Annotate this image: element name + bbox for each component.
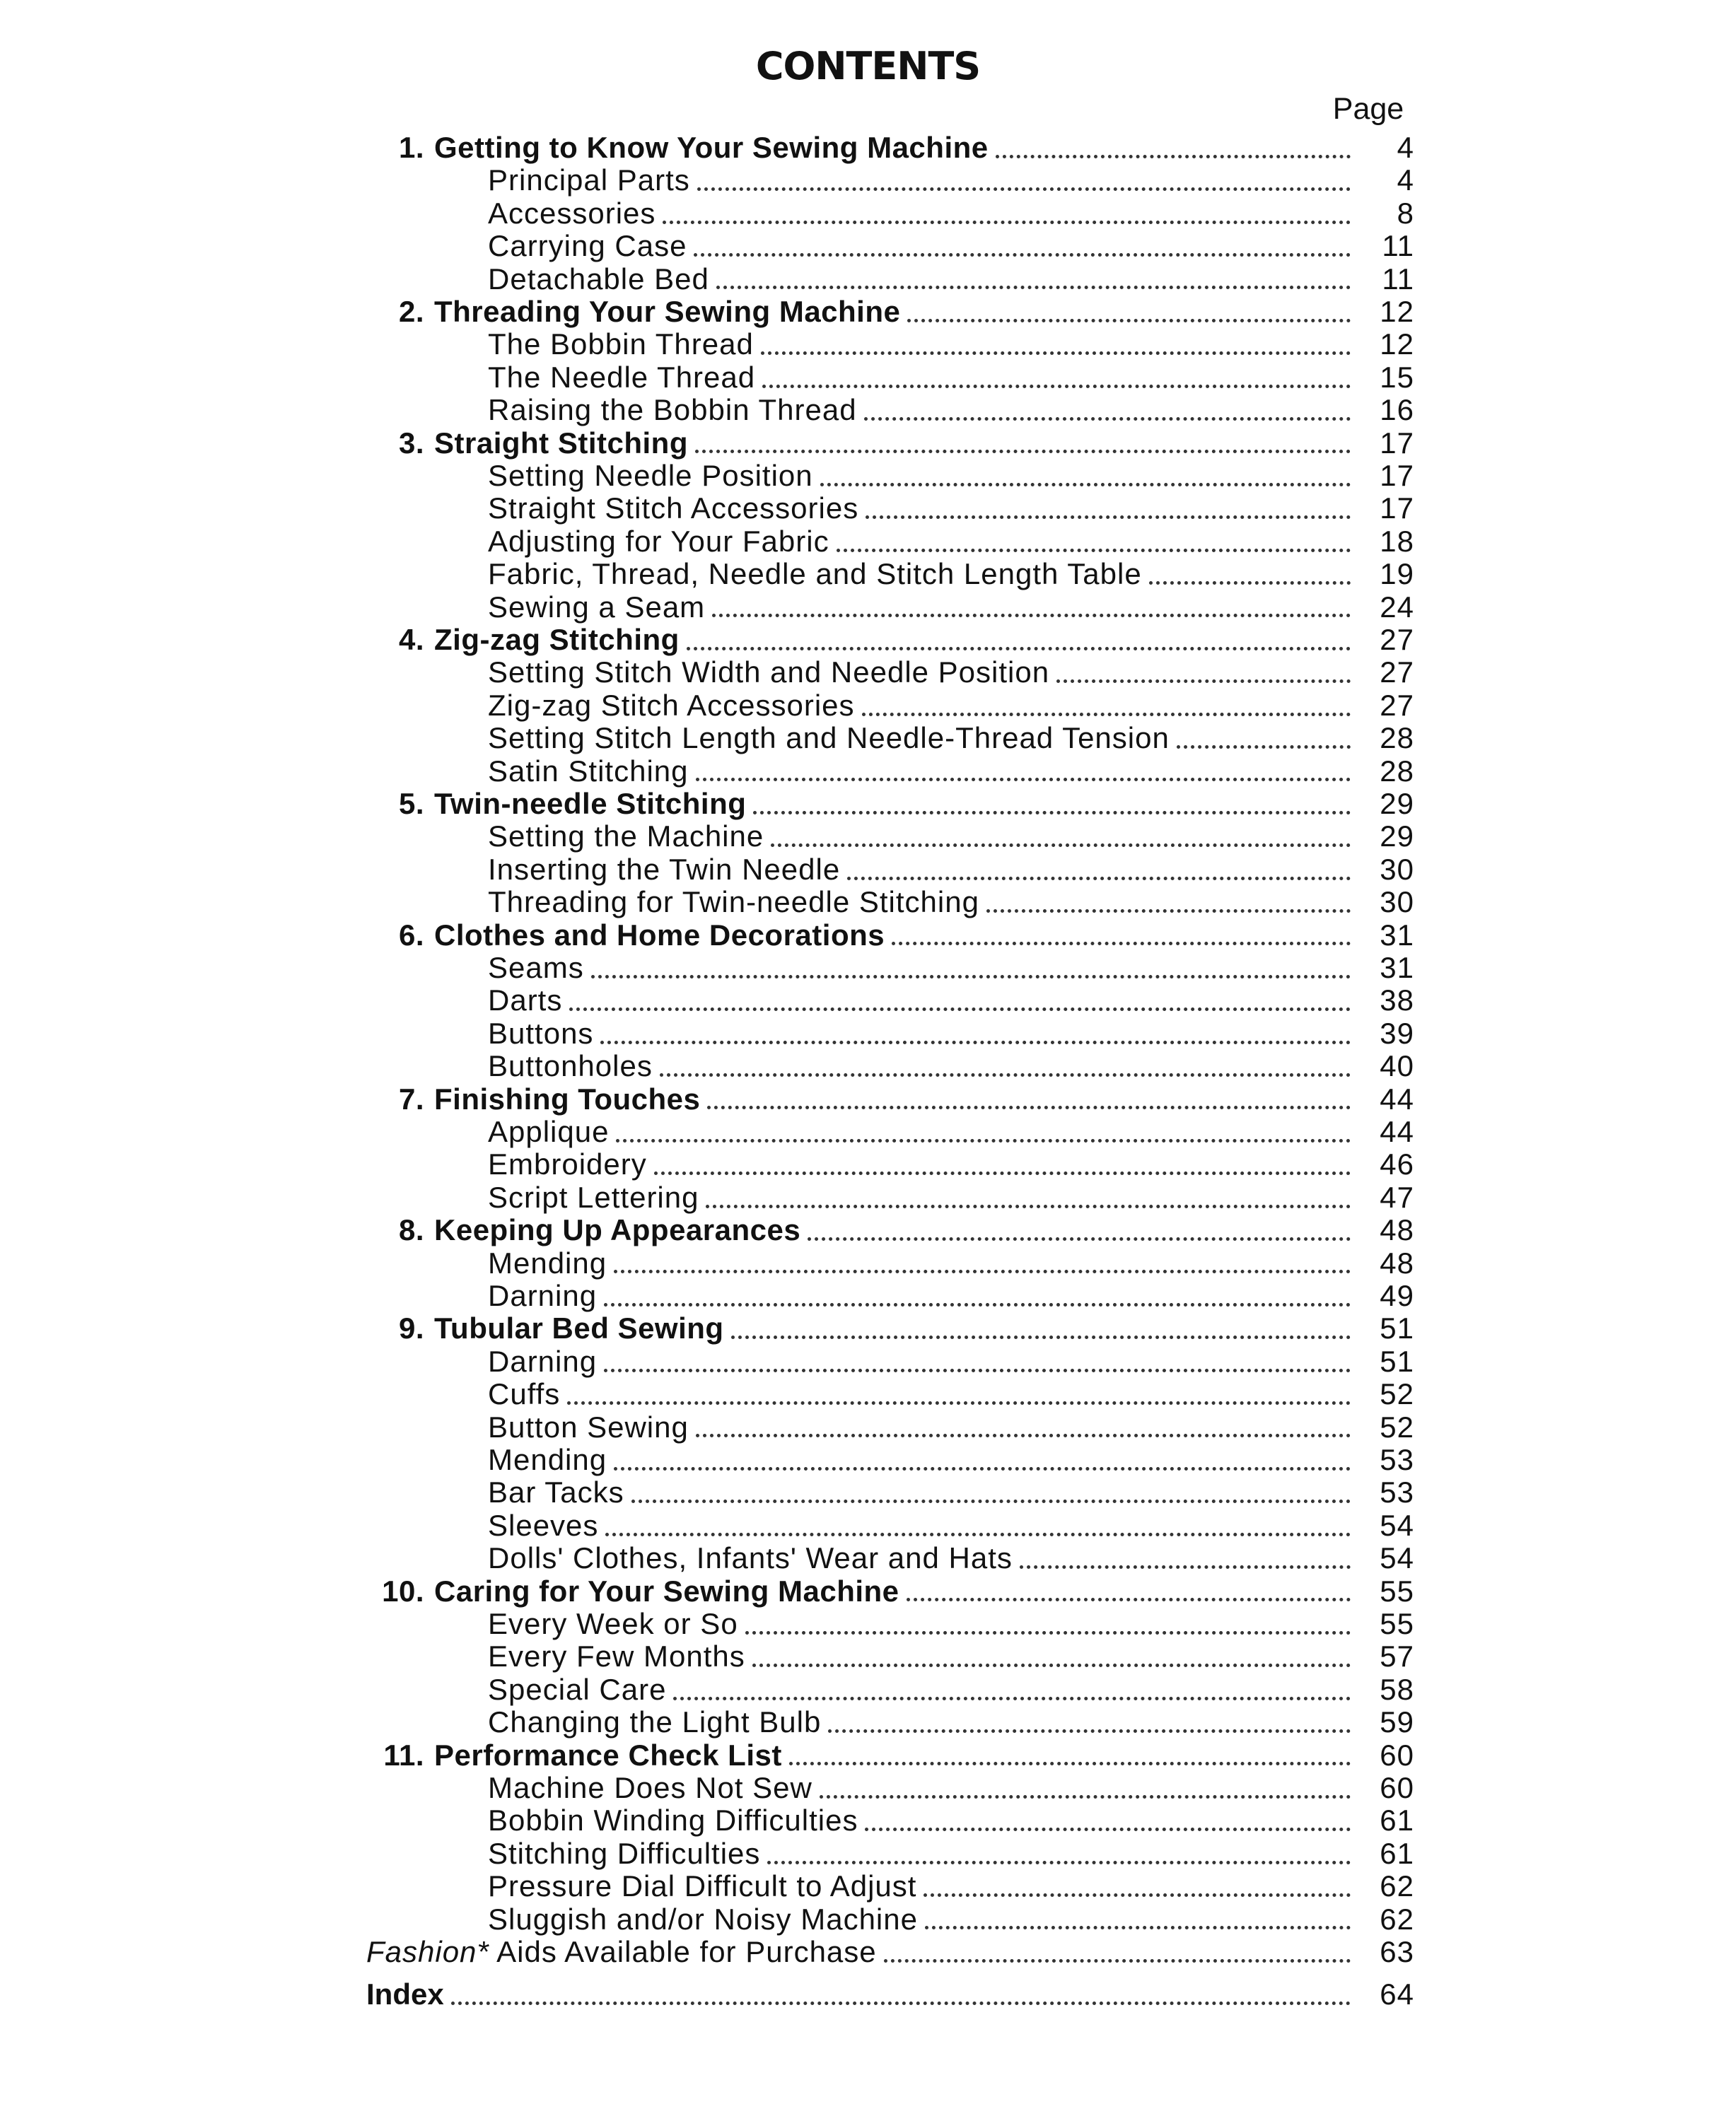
entry-title: Every Week or So bbox=[488, 1607, 738, 1640]
page-number: 62 bbox=[1380, 1902, 1414, 1936]
page-number: 38 bbox=[1380, 983, 1414, 1017]
page-number: 29 bbox=[1380, 787, 1414, 820]
page-column-header: Page bbox=[1332, 92, 1404, 126]
toc-entry-row bbox=[488, 1280, 1414, 1313]
toc-entry-row bbox=[488, 1608, 1414, 1641]
page-number: 4 bbox=[1397, 131, 1414, 164]
dot-leader bbox=[828, 1729, 1351, 1733]
chapter-title: Performance Check List bbox=[434, 1738, 782, 1772]
entry-title: Stitching Difficulties bbox=[488, 1836, 761, 1870]
dot-leader bbox=[591, 975, 1351, 978]
page-number: 58 bbox=[1380, 1672, 1414, 1706]
page-number: 51 bbox=[1380, 1311, 1414, 1345]
entry-title bbox=[366, 1936, 877, 1969]
toc-entry-row bbox=[488, 197, 1414, 230]
toc-entry-row bbox=[488, 722, 1414, 755]
page-number: 54 bbox=[1380, 1541, 1414, 1575]
dot-leader bbox=[925, 1926, 1351, 1929]
toc-entry-row bbox=[488, 1673, 1414, 1707]
page-number: 31 bbox=[1380, 951, 1414, 984]
chapter-title: Zig-zag Stitching bbox=[434, 623, 680, 656]
entry-title: Zig-zag Stitch Accessories bbox=[488, 688, 855, 722]
entry-title: Inserting the Twin Needle bbox=[488, 852, 841, 886]
toc-entry-row bbox=[488, 525, 1414, 559]
dot-leader bbox=[1020, 1565, 1351, 1569]
toc-entry-row bbox=[488, 1837, 1414, 1871]
page-number: 61 bbox=[1380, 1804, 1414, 1837]
page-number: 28 bbox=[1380, 721, 1414, 755]
entry-title: Machine Does Not Sew bbox=[488, 1771, 812, 1804]
page-number: 12 bbox=[1380, 327, 1414, 361]
entry-title: Darning bbox=[488, 1344, 598, 1378]
toc-entry-row bbox=[488, 952, 1414, 985]
page-number: 11 bbox=[1382, 229, 1414, 263]
page-number: 44 bbox=[1380, 1115, 1414, 1148]
page-number: 17 bbox=[1380, 426, 1414, 460]
chapter-number: 8. bbox=[398, 1213, 424, 1247]
dot-leader bbox=[696, 1434, 1351, 1437]
entry-title: Setting Stitch Width and Needle Position bbox=[488, 655, 1050, 689]
dot-leader bbox=[663, 221, 1351, 224]
page-number: 55 bbox=[1380, 1574, 1414, 1608]
page-number: 48 bbox=[1380, 1213, 1414, 1247]
page-number: 60 bbox=[1380, 1771, 1414, 1804]
dot-leader bbox=[1177, 745, 1351, 749]
page-number: 27 bbox=[1380, 655, 1414, 689]
dot-leader bbox=[1149, 581, 1351, 585]
dot-leader bbox=[605, 1533, 1351, 1536]
toc-entry-row bbox=[488, 1772, 1414, 1805]
dot-leader bbox=[847, 877, 1351, 880]
chapter-number: 2. bbox=[398, 295, 424, 328]
toc-entry-row bbox=[488, 656, 1414, 689]
page-number: 52 bbox=[1380, 1410, 1414, 1444]
toc-entry-row bbox=[488, 1870, 1414, 1903]
entry-title: Accessories bbox=[488, 196, 656, 230]
toc-entry-row bbox=[488, 492, 1414, 525]
page-number: 8 bbox=[1397, 196, 1414, 230]
toc-chapter-row bbox=[361, 1214, 1414, 1247]
toc-entry-row bbox=[488, 1247, 1414, 1280]
toc-entry-row bbox=[488, 328, 1414, 361]
toc-entry-row bbox=[488, 591, 1414, 624]
page-number: 49 bbox=[1380, 1279, 1414, 1312]
dot-leader bbox=[767, 1861, 1351, 1864]
toc-entry-row bbox=[488, 1148, 1414, 1181]
entry-title: Dolls' Clothes, Infants' Wear and Hats bbox=[488, 1541, 1013, 1575]
entry-title: Setting the Machine bbox=[488, 819, 764, 853]
entry-title: Setting Needle Position bbox=[488, 459, 813, 492]
chapter-number: 9. bbox=[398, 1311, 424, 1345]
dot-leader bbox=[567, 1401, 1351, 1405]
dot-leader bbox=[614, 1467, 1351, 1471]
toc-entry-row bbox=[488, 1116, 1414, 1149]
page-number: 15 bbox=[1380, 360, 1414, 394]
toc-entry-row bbox=[488, 558, 1414, 591]
page-number: 27 bbox=[1380, 688, 1414, 722]
toc-entry-row bbox=[488, 984, 1414, 1017]
entry-title: Every Few Months bbox=[488, 1640, 745, 1673]
dot-leader bbox=[654, 1171, 1351, 1175]
toc-entry-row bbox=[488, 820, 1414, 853]
dot-leader bbox=[753, 811, 1351, 814]
dot-leader bbox=[1056, 679, 1351, 683]
page-number: 16 bbox=[1380, 393, 1414, 427]
toc-entry-row bbox=[488, 460, 1414, 493]
dot-leader bbox=[673, 1697, 1351, 1700]
dot-leader bbox=[820, 483, 1351, 486]
chapter-number: 3. bbox=[398, 426, 424, 460]
page-number: 19 bbox=[1380, 557, 1414, 591]
page-number: 55 bbox=[1380, 1607, 1414, 1640]
toc-entry-row bbox=[488, 1411, 1414, 1444]
entry-title: Index bbox=[366, 1977, 444, 2011]
toc-chapter-row bbox=[361, 1083, 1414, 1116]
page-number: 54 bbox=[1380, 1508, 1414, 1542]
entry-title: Button Sewing bbox=[488, 1410, 689, 1444]
dot-leader bbox=[604, 1303, 1351, 1307]
toc-entry-row bbox=[488, 1345, 1414, 1379]
dot-leader bbox=[687, 647, 1351, 650]
page-number: 61 bbox=[1380, 1836, 1414, 1870]
entry-title: Adjusting for Your Fabric bbox=[488, 524, 829, 558]
page-number: 12 bbox=[1380, 295, 1414, 328]
page-number: 46 bbox=[1380, 1147, 1414, 1181]
dot-leader bbox=[712, 614, 1351, 617]
toc-entry-row bbox=[488, 230, 1414, 263]
page-number: 4 bbox=[1397, 163, 1414, 197]
page-number: 30 bbox=[1380, 885, 1414, 919]
toc-entry-row bbox=[488, 1476, 1414, 1509]
entry-title: Carrying Case bbox=[488, 229, 687, 263]
chapter-title: Caring for Your Sewing Machine bbox=[434, 1574, 899, 1608]
dot-leader bbox=[884, 1959, 1351, 1963]
entry-title: Mending bbox=[488, 1246, 607, 1280]
dot-leader bbox=[616, 1139, 1351, 1143]
chapter-number: 4. bbox=[398, 623, 424, 656]
toc-entry-row bbox=[488, 1181, 1414, 1215]
dot-leader bbox=[569, 1007, 1351, 1011]
page-number: 44 bbox=[1380, 1082, 1414, 1116]
toc-index-row bbox=[366, 1978, 1414, 2011]
page-number: 39 bbox=[1380, 1016, 1414, 1050]
toc-entry-row bbox=[488, 361, 1414, 395]
page-number: 29 bbox=[1380, 819, 1414, 853]
entry-title: Pressure Dial Difficult to Adjust bbox=[488, 1869, 917, 1903]
entry-title: Fabric, Thread, Needle and Stitch Length Table bbox=[488, 557, 1142, 591]
entry-title: Sleeves bbox=[488, 1508, 599, 1542]
dot-leader bbox=[771, 843, 1351, 847]
dot-leader bbox=[745, 1631, 1351, 1635]
page-number: 40 bbox=[1380, 1049, 1414, 1083]
entry-title: Satin Stitching bbox=[488, 754, 689, 788]
chapter-number: 11. bbox=[383, 1738, 424, 1772]
page-number: 27 bbox=[1380, 623, 1414, 656]
dot-leader bbox=[706, 1205, 1351, 1208]
entry-title: Script Lettering bbox=[488, 1180, 699, 1214]
chapter-title: Twin-needle Stitching bbox=[434, 787, 747, 820]
page-number: 51 bbox=[1380, 1344, 1414, 1378]
dot-leader bbox=[631, 1500, 1351, 1503]
chapter-title: Keeping Up Appearances bbox=[434, 1213, 801, 1247]
page-number: 30 bbox=[1380, 852, 1414, 886]
toc-entry-row bbox=[488, 1017, 1414, 1051]
dot-leader bbox=[761, 351, 1351, 355]
dot-leader bbox=[731, 1336, 1351, 1339]
toc-entry-row bbox=[488, 1804, 1414, 1837]
dot-leader bbox=[660, 1073, 1351, 1077]
entry-title: Applique bbox=[488, 1115, 610, 1148]
dot-leader bbox=[907, 319, 1351, 322]
dot-leader bbox=[986, 909, 1351, 913]
page-number: 28 bbox=[1380, 754, 1414, 788]
toc-chapter-row bbox=[361, 132, 1414, 165]
toc-entry-row bbox=[488, 755, 1414, 788]
toc-entry-row bbox=[488, 164, 1414, 197]
entry-title: Setting Stitch Length and Needle-Thread Tension bbox=[488, 721, 1170, 755]
chapter-title: Tubular Bed Sewing bbox=[434, 1311, 724, 1345]
toc-entry-row bbox=[488, 1378, 1414, 1411]
page-number: 53 bbox=[1380, 1476, 1414, 1509]
entry-title: Darts bbox=[488, 983, 563, 1017]
page-number: 59 bbox=[1380, 1705, 1414, 1739]
toc-entry-row bbox=[488, 1050, 1414, 1083]
chapter-title: Threading Your Sewing Machine bbox=[434, 295, 901, 328]
entry-title: Darning bbox=[488, 1279, 598, 1312]
toc-chapter-row bbox=[361, 919, 1414, 952]
dot-leader bbox=[907, 1598, 1351, 1601]
toc-entry-row bbox=[488, 1542, 1414, 1575]
toc-entry-row bbox=[488, 689, 1414, 723]
page-number: 62 bbox=[1380, 1869, 1414, 1903]
dot-leader bbox=[600, 1041, 1351, 1044]
chapter-number: 10. bbox=[382, 1574, 424, 1608]
toc-entry-row bbox=[488, 1706, 1414, 1739]
dot-leader bbox=[707, 1106, 1351, 1109]
dot-leader bbox=[864, 417, 1351, 421]
dot-leader bbox=[837, 549, 1351, 552]
page-title: CONTENTS bbox=[755, 44, 981, 88]
dot-leader bbox=[866, 515, 1351, 519]
page-number: 63 bbox=[1380, 1935, 1414, 1968]
entry-title: Sewing a Seam bbox=[488, 590, 706, 624]
toc-chapter-row bbox=[361, 788, 1414, 821]
dot-leader bbox=[604, 1369, 1351, 1372]
toc-entry-row bbox=[488, 1640, 1414, 1673]
dot-leader bbox=[862, 713, 1351, 716]
page-number: 52 bbox=[1380, 1377, 1414, 1411]
chapter-title: Getting to Know Your Sewing Machine bbox=[434, 131, 989, 164]
chapter-number: 5. bbox=[398, 787, 424, 820]
entry-title: Detachable Bed bbox=[488, 262, 709, 296]
dot-leader bbox=[789, 1762, 1351, 1765]
brand-name: Fashion* bbox=[366, 1935, 489, 1968]
entry-title: Changing the Light Bulb bbox=[488, 1705, 822, 1739]
entry-title: Bobbin Winding Difficulties bbox=[488, 1804, 858, 1837]
page-number: 60 bbox=[1380, 1738, 1414, 1772]
toc-entry-row bbox=[488, 394, 1414, 427]
page-number: 17 bbox=[1380, 491, 1414, 525]
page-number: 17 bbox=[1380, 459, 1414, 492]
dot-leader bbox=[808, 1237, 1351, 1241]
toc-entry-row bbox=[488, 853, 1414, 887]
dot-leader bbox=[892, 942, 1351, 945]
dot-leader bbox=[996, 155, 1351, 158]
dot-leader bbox=[451, 2002, 1351, 2005]
dot-leader bbox=[865, 1828, 1351, 1831]
entry-title: Bar Tacks bbox=[488, 1476, 624, 1509]
dot-leader bbox=[696, 778, 1351, 781]
page-number: 24 bbox=[1380, 590, 1414, 624]
page-number: 53 bbox=[1380, 1443, 1414, 1476]
entry-title: Sluggish and/or Noisy Machine bbox=[488, 1902, 918, 1936]
toc-entry-row bbox=[488, 1444, 1414, 1477]
chapter-title: Clothes and Home Decorations bbox=[434, 918, 885, 952]
page-number: 11 bbox=[1382, 262, 1414, 296]
toc-entry-row bbox=[488, 263, 1414, 296]
toc-entry-row bbox=[488, 1509, 1414, 1543]
dot-leader bbox=[697, 187, 1351, 191]
chapter-number: 6. bbox=[398, 918, 424, 952]
entry-title: Threading for Twin-needle Stitching bbox=[488, 885, 979, 919]
page-number: 18 bbox=[1380, 524, 1414, 558]
toc-entry-row bbox=[488, 1903, 1414, 1936]
page-number: 31 bbox=[1380, 918, 1414, 952]
page-number: 57 bbox=[1380, 1640, 1414, 1673]
dot-leader bbox=[716, 286, 1351, 289]
toc-chapter-row bbox=[361, 1312, 1414, 1345]
entry-title: Principal Parts bbox=[488, 163, 690, 197]
toc-chapter-row bbox=[361, 1739, 1414, 1772]
entry-title: Special Care bbox=[488, 1672, 667, 1706]
dot-leader bbox=[694, 253, 1351, 257]
entry-title: Cuffs bbox=[488, 1377, 561, 1411]
entry-title: Raising the Bobbin Thread bbox=[488, 393, 857, 427]
page-number: 64 bbox=[1380, 1977, 1414, 2011]
chapter-title: Finishing Touches bbox=[434, 1082, 701, 1116]
dot-leader bbox=[820, 1795, 1351, 1799]
toc-chapter-row bbox=[361, 296, 1414, 329]
toc-entry-row bbox=[488, 886, 1414, 919]
toc-chapter-row bbox=[361, 624, 1414, 657]
entry-title: The Needle Thread bbox=[488, 360, 756, 394]
dot-leader bbox=[924, 1893, 1351, 1897]
entry-title: The Bobbin Thread bbox=[488, 327, 754, 361]
toc-chapter-row bbox=[361, 427, 1414, 460]
page-number: 48 bbox=[1380, 1246, 1414, 1280]
entry-title-text: Aids Available for Purchase bbox=[489, 1935, 877, 1968]
dot-leader bbox=[762, 385, 1351, 388]
dot-leader bbox=[614, 1270, 1351, 1273]
entry-title: Mending bbox=[488, 1443, 607, 1476]
entry-title: Seams bbox=[488, 951, 584, 984]
dot-leader bbox=[752, 1664, 1351, 1667]
entry-title: Straight Stitch Accessories bbox=[488, 491, 859, 525]
chapter-title: Straight Stitching bbox=[434, 426, 688, 460]
page-number: 47 bbox=[1380, 1180, 1414, 1214]
toc-entry-row bbox=[366, 1936, 1414, 1969]
entry-title: Embroidery bbox=[488, 1147, 647, 1181]
entry-title: Buttonholes bbox=[488, 1049, 653, 1083]
chapter-number: 7. bbox=[398, 1082, 424, 1116]
toc-chapter-row bbox=[361, 1575, 1414, 1608]
chapter-number: 1. bbox=[398, 131, 424, 164]
dot-leader bbox=[695, 450, 1351, 453]
entry-title: Buttons bbox=[488, 1016, 594, 1050]
